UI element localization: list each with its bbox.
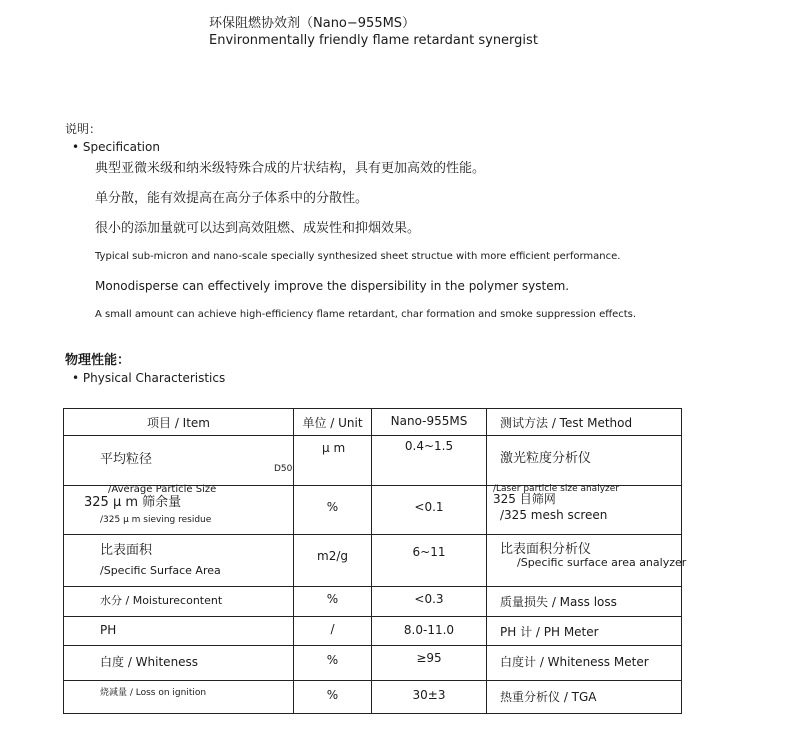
- method-label: /Laser particle size analyzer: [493, 484, 619, 494]
- item-label: 比表面积: [100, 543, 153, 558]
- method-label-en: /325 mesh screen: [500, 508, 608, 522]
- spec-heading-cn: 说明：: [65, 122, 102, 136]
- cell-value: [372, 587, 487, 617]
- item-label: PH: [100, 623, 117, 637]
- physical-heading-cn: 物理性能：: [65, 353, 131, 368]
- header-unit-label: 单位 / Unit: [302, 416, 363, 430]
- table-row: [64, 535, 682, 587]
- header-item-label: 项目 / Item: [147, 416, 210, 430]
- cell-item: [64, 681, 294, 714]
- cell-value: [372, 535, 487, 587]
- physical-heading-en: • Physical Characteristics: [72, 371, 226, 385]
- unit-value: %: [326, 592, 339, 606]
- unit-value: %: [326, 688, 339, 702]
- cell-method: [487, 646, 682, 681]
- method-label-cn: 325 目筛网: [493, 492, 556, 506]
- cell-item: [64, 587, 294, 617]
- spec-line-en: Typical sub-micron and nano-scale specially synthesized sheet structue with more efficient performance.: [95, 251, 621, 262]
- cell-item: [64, 486, 294, 535]
- cell-value: [372, 646, 487, 681]
- cell-item: [64, 535, 294, 587]
- cell-unit: [294, 587, 372, 617]
- property-value: 0.4~1.5: [404, 439, 454, 453]
- cell-value: [372, 681, 487, 714]
- item-sublabel: D50: [274, 464, 293, 474]
- cell-method: [487, 617, 682, 646]
- physical-characteristics-table: [63, 408, 687, 714]
- table-row: [64, 646, 682, 681]
- spec-line-cn: 单分散，能有效提高在高分子体系中的分散性。: [95, 191, 369, 206]
- cell-method: [487, 681, 682, 714]
- cell-unit: [294, 486, 372, 535]
- item-label: 烧减量 / Loss on ignition: [100, 688, 207, 698]
- cell-unit: [294, 436, 372, 486]
- header-item: [64, 409, 294, 436]
- spec-line-en: Monodisperse can effectively improve the dispersibility in the polymer system.: [95, 279, 570, 293]
- table-header-row: [64, 409, 682, 436]
- unit-value: μ m: [322, 441, 346, 455]
- cell-unit: [294, 535, 372, 587]
- method-label: 白度计 / Whiteness Meter: [500, 655, 649, 669]
- cell-method: [487, 436, 682, 486]
- spec-line-cn: 典型亚微米级和纳米级特殊合成的片状结构，具有更加高效的性能。: [95, 161, 486, 176]
- unit-value: %: [326, 653, 339, 667]
- table-row: [64, 486, 682, 535]
- cell-item: [64, 646, 294, 681]
- cell-item: [64, 617, 294, 646]
- method-label: 质量损失 / Mass loss: [500, 595, 617, 609]
- header-value: [372, 409, 487, 436]
- cell-unit: [294, 646, 372, 681]
- spec-heading-en: • Specification: [72, 140, 160, 154]
- property-value: 6~11: [412, 545, 446, 559]
- method-label: 比表面积分析仪: [500, 542, 592, 557]
- item-label: 白度 / Whiteness: [100, 655, 199, 669]
- cell-unit: [294, 617, 372, 646]
- spec-line-en: A small amount can achieve high-efficiency flame retardant, char formation and smoke suppression effects.: [95, 309, 637, 320]
- cell-value: [372, 436, 487, 486]
- property-value: ≥95: [416, 651, 442, 665]
- item-label-en: /Specific Surface Area: [100, 564, 221, 577]
- method-label: 激光粒度分析仪: [500, 451, 592, 466]
- table-row: [64, 617, 682, 646]
- header-method-label: 测试方法 / Test Method: [500, 416, 633, 430]
- method-label: 热重分析仪 / TGA: [500, 690, 597, 704]
- cell-method: [487, 535, 687, 587]
- property-value: 30±3: [412, 688, 446, 702]
- method-label-en: /Specific surface area analyzer: [517, 556, 687, 569]
- cell-method: [487, 587, 682, 617]
- unit-value: %: [326, 500, 339, 514]
- header-method: [487, 409, 682, 436]
- item-label: 平均粒径: [100, 452, 153, 467]
- cell-item: [64, 436, 294, 486]
- title-english: Environmentally friendly flame retardant synergist: [209, 33, 538, 48]
- property-value: <0.3: [414, 592, 444, 606]
- unit-value: /: [330, 622, 335, 636]
- spec-line-cn: 很小的添加量就可以达到高效阻燃、成炭性和抑烟效果。: [95, 221, 421, 236]
- unit-value: m2/g: [317, 549, 348, 563]
- table-row: [64, 587, 682, 617]
- cell-method: [487, 486, 682, 535]
- title-chinese: 环保阻燃协效剂（Nano−955MS）: [209, 16, 416, 31]
- item-label-cn: 325 μ m 筛余量: [84, 495, 182, 510]
- property-value: 8.0-11.0: [403, 623, 455, 637]
- cell-value: [372, 486, 487, 535]
- cell-value: [372, 617, 487, 646]
- item-label: 水分 / Moisturecontent: [100, 594, 223, 607]
- item-label: /Average Particle Size: [108, 484, 217, 495]
- property-value: <0.1: [414, 500, 444, 514]
- table-row: [64, 681, 682, 714]
- cell-unit: [294, 681, 372, 714]
- header-value-label: Nano-955MS: [390, 414, 468, 428]
- header-unit: [294, 409, 372, 436]
- item-label-en: /325 μ m sieving residue: [100, 515, 212, 525]
- method-label: PH 计 / PH Meter: [500, 625, 599, 639]
- table-row: [64, 436, 682, 486]
